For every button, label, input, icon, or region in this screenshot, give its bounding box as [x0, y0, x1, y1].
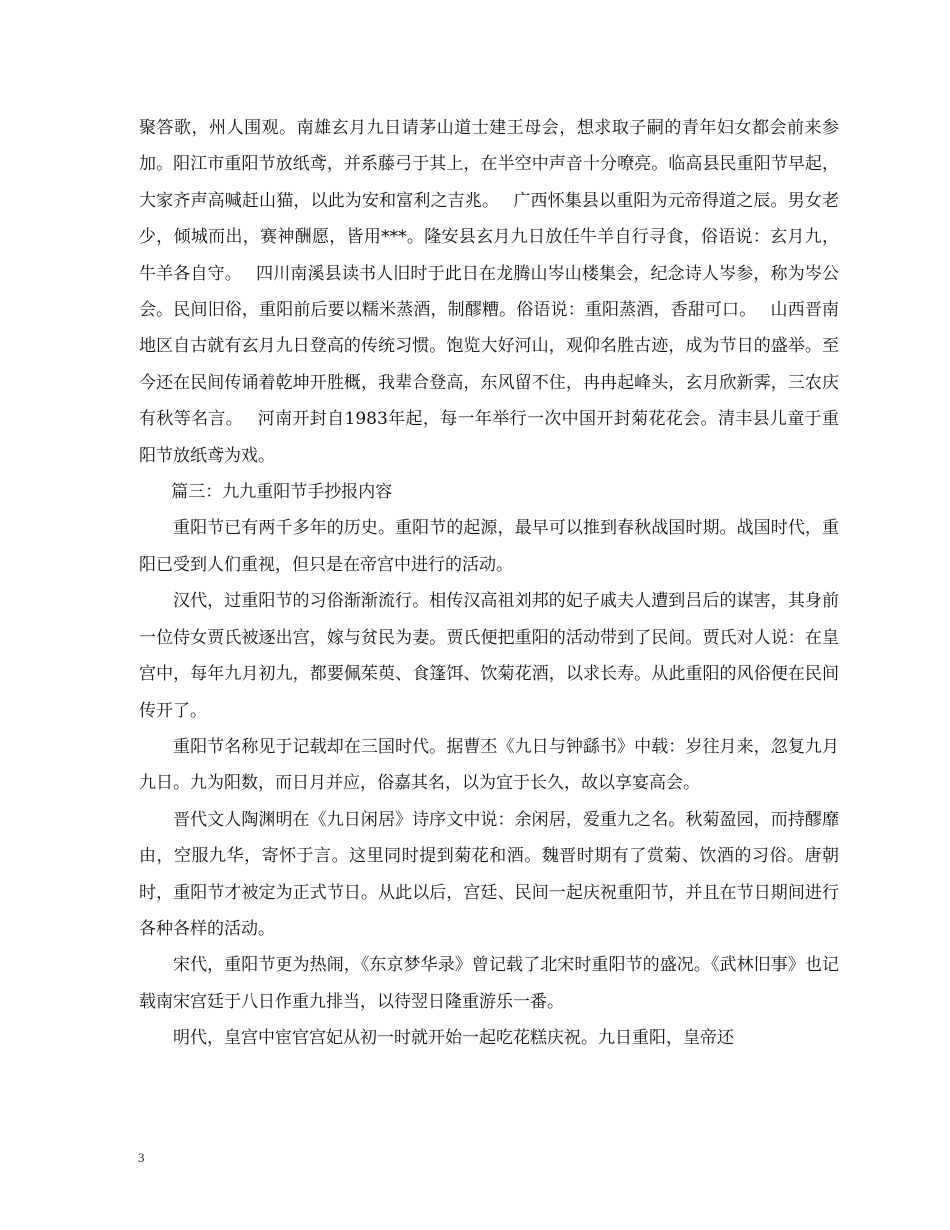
section-heading: 篇三：九九重阳节手抄报内容 — [171, 482, 393, 503]
paragraph-han-dynasty: 汉代，过重阳节的习俗渐渐流行。相传汉高祖刘邦的妃子戚夫人遭到吕后的谋害，其身前一位侍女贾氏被逐出宫，嫁与贫民为妻。贾氏便把重阳的活动带到了民间。贾氏对人说：在皇宫中，每年九月初九，都要佩茱萸、食篷饵、饮菊花酒，以求长寿。从此重阳的风俗便在民间传开了。 — [139, 591, 839, 721]
paragraph-three-kingdoms: 重阳节名称见于记载却在三国时代。据曹丕《九日与钟繇书》中载：岁往月来，忽复九月九日。九为阳数，而日月并应，俗嘉其名，以为宜于长久，故以享宴高会。 — [139, 736, 839, 794]
body-text — [139, 110, 839, 1057]
paragraph-regional-customs: 聚答歌，州人围观。南雄玄月九日请茅山道士建王母会，想求取子嗣的青年妇女都会前来参加。阳江市重阳节放纸鸢，并系藤弓于其上，在半空中声音十分嘹亮。临高县民重阳节早起，大家齐声高喊赶山猫，以此为安和富利之吉兆。 广西怀集县以重阳为元帝得道之辰。男女老少，倾城而出，赛神酬愿，皆用***。隆安县玄月九日放任牛羊自行寻食，俗语说：玄月九，牛羊各自守。 四川南溪县读书人旧时于此日在龙腾山岑山楼集会，纪念诗人岑参，称为岑公会。民间旧俗，重阳前后要以糯米蒸酒，制醪糟。俗语说：重阳蒸酒，香甜可口。 山西晋南地区自古就有玄月九日登高的传统习惯。饱览大好河山，观仰名胜古迹，成为节日的盛举。至今还在民间传诵着乾坤开胜概，我辈合登高，东风留不住，冉冉起峰头，玄月欣新霁，三农庆有秋等名言。 河南开封自1983年起，每一年举行一次中国开封菊花花会。清丰县儿童于重阳节放纸鸢为戏。 — [139, 118, 839, 466]
paragraph-ming-dynasty: 明代，皇宫中宦官宫妃从初一时就开始一起吃花糕庆祝。九日重阳，皇帝还 — [173, 1028, 734, 1049]
page-number: 3 — [138, 1150, 145, 1165]
paragraph-jin-tang: 晋代文人陶渊明在《九日闲居》诗序文中说：余闲居，爱重九之名。秋菊盈园，而持醪靡由，空服九华，寄怀于言。这里同时提到菊花和酒。魏晋时期有了赏菊、饮酒的习俗。唐朝时，重阳节才被定为正式节日。从此以后，宫廷、民间一起庆祝重阳节，并且在节日期间进行各种各样的活动。 — [139, 809, 839, 939]
paragraph-song-dynasty: 宋代，重阳节更为热闹，《东京梦华录》曾记载了北宋时重阳节的盛况。《武林旧事》也记载南宋宫廷于八日作重九排当，以待翌日隆重游乐一番。 — [139, 955, 839, 1012]
paragraph-origin: 重阳节已有两千多年的历史。重阳节的起源，最早可以推到春秋战国时期。战国时代，重阳已受到人们重视，但只是在帝宫中进行的活动。 — [139, 518, 839, 575]
